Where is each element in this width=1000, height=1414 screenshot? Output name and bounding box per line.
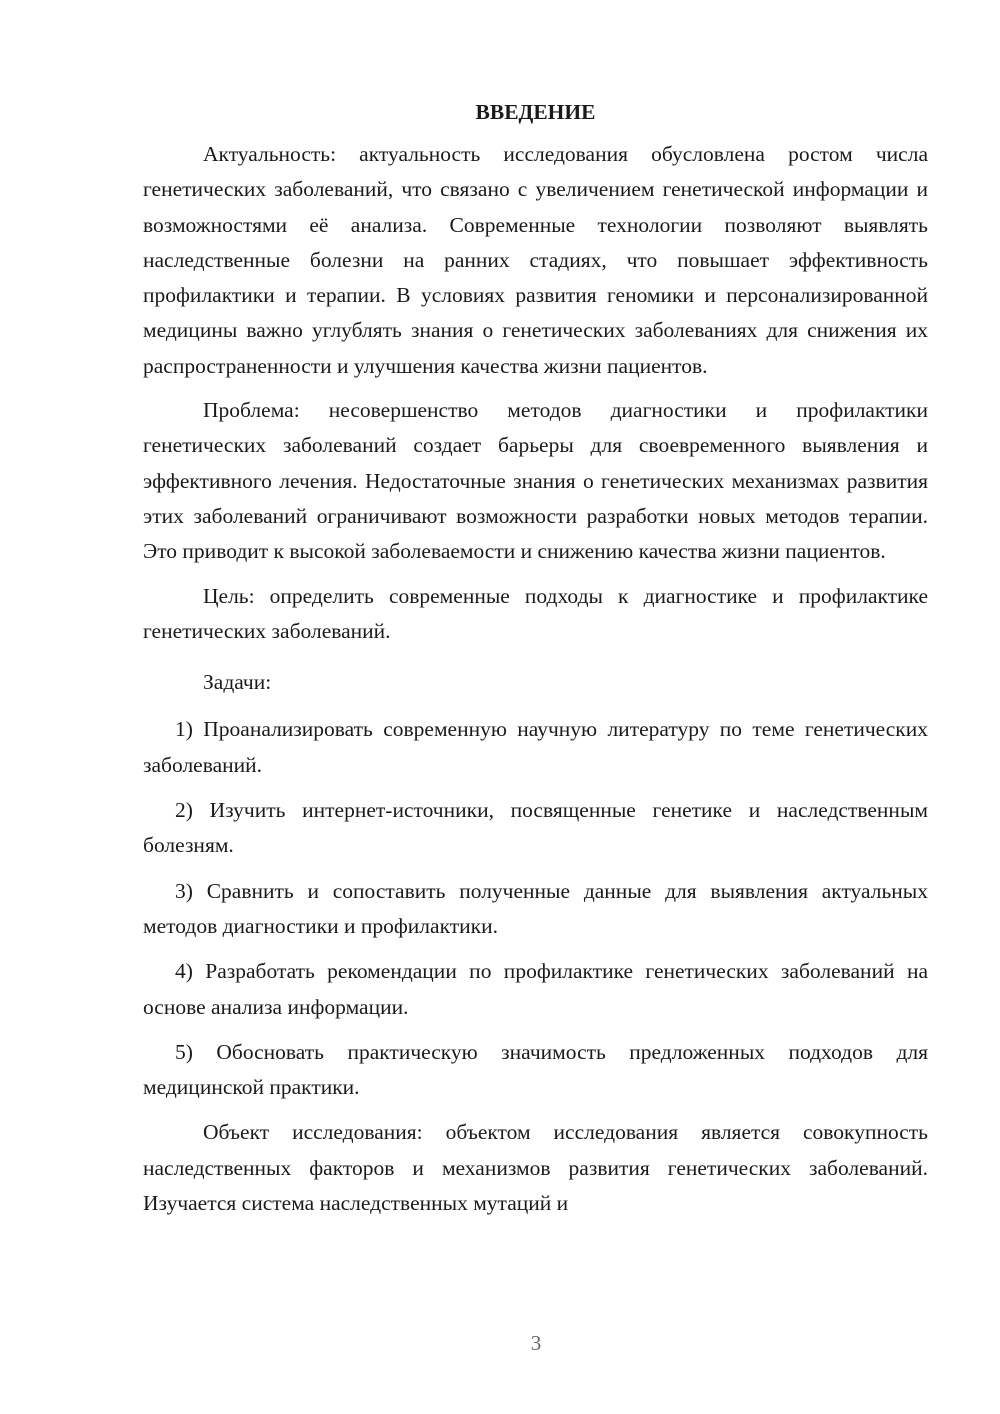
paragraph-object: Объект исследования: объектом исследования является совокупность наследственных факторов и механизмов развития генетических заболеваний. Изучается система наследственных мутаций и: [143, 1120, 928, 1216]
task-item: 3) Сравнить и сопоставить полученные данные для выявления актуальных методов диагностики и профилактики.: [143, 878, 928, 938]
paragraph-problem: Проблема: несовершенство методов диагностики и профилактики генетических заболеваний создает барьеры для своевременного выявления и эффективного лечения. Недостаточные знания о генетических механизмах развития этих заболеваний ограничивают возможности разработки новых методов терапии. Это приводит к высокой заболеваемости и снижению качества жизни пациентов.: [143, 398, 928, 564]
task-item: 1) Проанализировать современную научную литературу по теме генетических заболеваний.: [143, 717, 928, 777]
page-number: 3: [530, 1331, 542, 1355]
section-heading: ВВЕДЕНИЕ: [475, 100, 596, 124]
tasks-label: Задачи:: [203, 670, 272, 695]
task-list: [143, 712, 928, 1105]
page-content: [143, 96, 928, 1221]
paragraph-relevance: Актуальность: актуальность исследования обусловлена ростом числа генетических заболеваний, что связано с увеличением генетической информации и возможностями её анализа. Современные технологии позволяют выявлять наследственные болезни на ранних стадиях, что повышает эффективность профилактики и терапии. В условиях развития геномики и персонализированной медицины важно углублять знания о генетических заболеваниях для снижения их распространенности и улучшения качества жизни пациентов.: [143, 142, 928, 378]
task-item: 5) Обосновать практическую значимость предложенных подходов для медицинской практики.: [143, 1039, 928, 1100]
task-item: 4) Разработать рекомендации по профилактике генетических заболеваний на основе анализа информации.: [143, 959, 928, 1019]
paragraph-goal: Цель: определить современные подходы к диагностике и профилактике генетических заболеваний.: [143, 583, 928, 643]
task-item: 2) Изучить интернет-источники, посвященные генетике и наследственным болезням.: [143, 798, 928, 858]
